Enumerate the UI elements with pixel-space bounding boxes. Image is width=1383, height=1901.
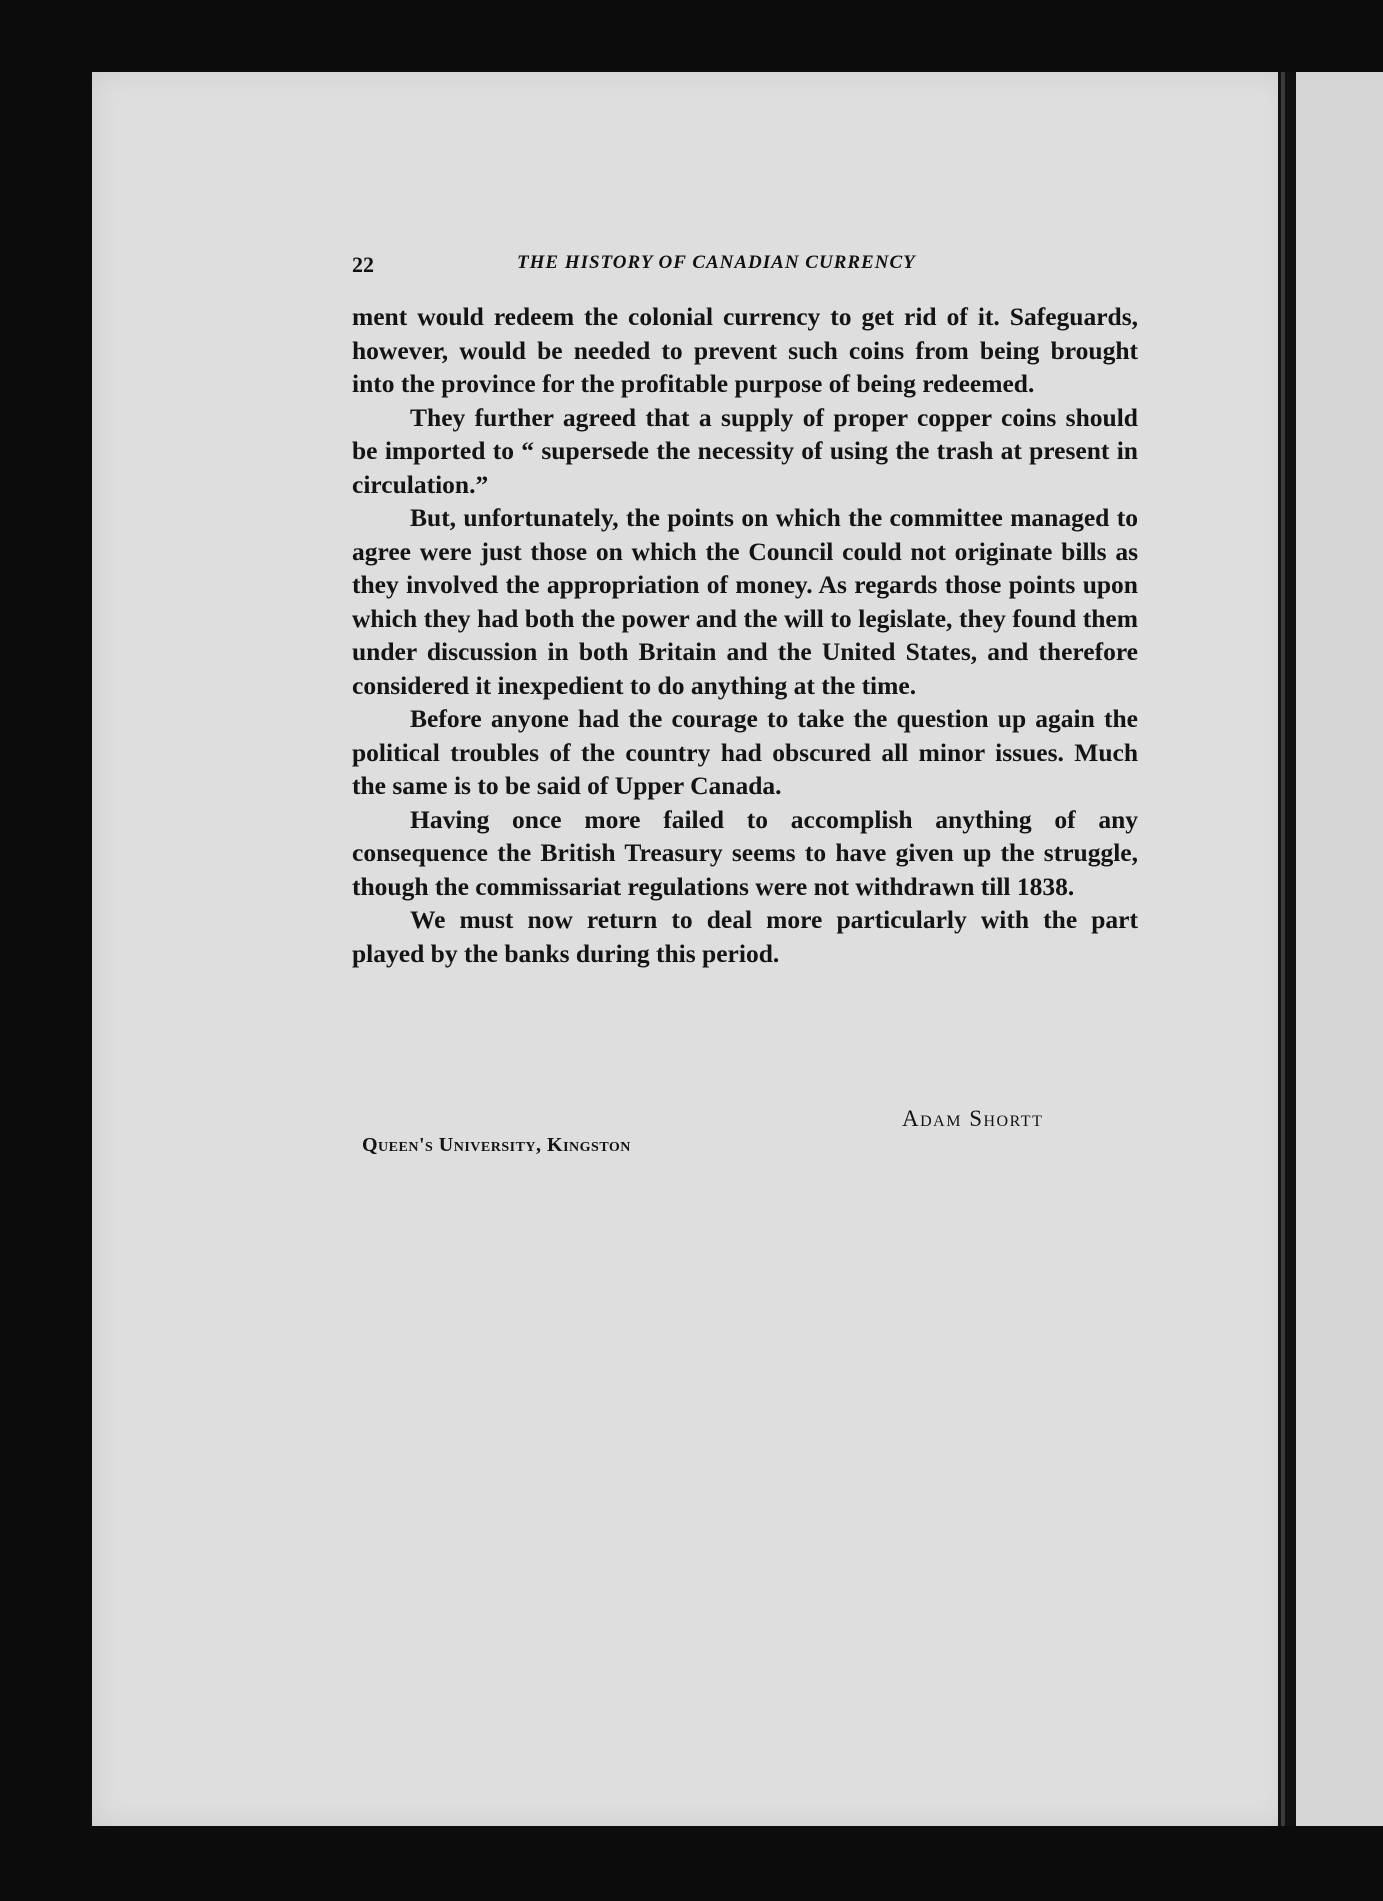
paragraph: ment would redeem the colonial currency to get rid of it. Safeguards, however, would be needed to prevent such coins from being brought into the province for the profitable purpose of being redeemed. bbox=[352, 302, 1138, 398]
facing-page-edge bbox=[1296, 72, 1383, 1826]
book-binding bbox=[1278, 72, 1296, 1826]
paragraph: We must now return to deal more particularly with the part played by the banks during this period. bbox=[352, 905, 1138, 968]
page-number: 22 bbox=[352, 252, 374, 277]
body-text bbox=[352, 300, 1138, 970]
author-affiliation: Queen's University, Kingston bbox=[362, 1134, 631, 1156]
running-header bbox=[352, 252, 1142, 282]
author-signature: Adam Shortt bbox=[902, 1106, 1044, 1131]
paragraph: They further agreed that a supply of proper copper coins should be imported to “ supersede the necessity of using the trash at present in circulation.” bbox=[352, 402, 1138, 499]
paragraph: Having once more failed to accomplish anything of any consequence the British Treasury seems to have given up the struggle, though the commissariat regulations were not withdrawn till 1838. bbox=[352, 804, 1138, 901]
paragraph: Before anyone had the courage to take the question up again the political troubles of the country had obscured all minor issues. Much the same is to be said of Upper Canada. bbox=[352, 704, 1138, 800]
running-title: THE HISTORY OF CANADIAN CURRENCY bbox=[517, 252, 916, 273]
paragraph: But, unfortunately, the points on which the committee managed to agree were just those on which the Council could not originate bills as they involved the appropriation of money. As regards those points upon which they had both the power and the will to legislate, they found them under discussion in both Britain and the United States, and therefore considered it inexpedient to do anything at the time. bbox=[352, 503, 1138, 700]
